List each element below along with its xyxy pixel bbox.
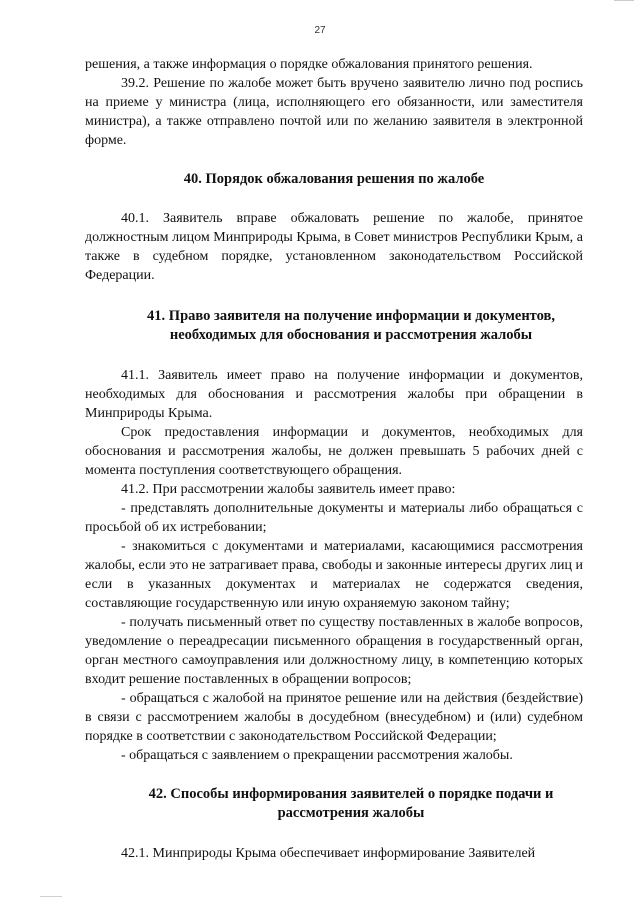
- paragraph-39-2: 39.2. Решение по жалобе может быть вручено заявителю лично под роспись на приеме у министра (лица, исполняющего его обязанности, или заместителя министра), а также отправлено почтой или по желанию заявителя в электронной форме.: [85, 76, 583, 148]
- page-number: 27: [314, 25, 326, 36]
- corner-mark: [614, 0, 634, 1]
- bottom-mark: [40, 896, 62, 897]
- paragraph-41-2: 41.2. При рассмотрении жалобы заявитель имеет право:: [121, 482, 456, 497]
- list-item-appeal: - обращаться с жалобой на принятое решение или на действия (бездействие) в связи с рассмотрением жалобы в досудебном (внесудебном) и (или) судебном порядке в соответствии с законодательством Российской Федерации;: [85, 691, 583, 744]
- paragraph-40-1: 40.1. Заявитель вправе обжаловать решение по жалобе, принятое должностным лицом Минприроды Крыма, в Совет министров Республики Крым, а также в судебном порядке, установленном законодательством Российской Федерации.: [85, 211, 583, 283]
- paragraph-continuation: решения, а также информация о порядке обжалования принятого решения.: [85, 57, 533, 72]
- document-body: [85, 55, 583, 863]
- paragraph-41-1: 41.1. Заявитель имеет право на получение информации и документов, необходимых для обоснования и рассмотрения жалобы при обращении в Минприроды Крыма.: [85, 368, 583, 421]
- list-item-written-answer: - получать письменный ответ по существу поставленных в жалобе вопросов, уведомление о переадресации письменного обращения в государственный орган, орган местного самоуправления или должностному лицу, в компетенцию которых входит решение поставленных в обращении вопросов;: [85, 615, 583, 687]
- section-heading-40: 40. Порядок обжалования решения по жалобе: [183, 171, 485, 187]
- list-item-review-materials: - знакомиться с документами и материалами, касающимися рассмотрения жалобы, если это не затрагивает права, свободы и законные интересы других лиц и если в указанных документах и материалах не содержатся сведения, составляющие государственную или иную охраняемую законом тайну;: [85, 539, 583, 611]
- list-item-withdraw: - обращаться с заявлением о прекращении рассмотрения жалобы.: [121, 748, 513, 763]
- section-heading-41: 41. Право заявителя на получение информации и документов, необходимых для обоснования и рассмотрения жалобы: [147, 308, 555, 343]
- section-heading-42: 42. Способы информирования заявителей о порядке подачи и рассмотрения жалобы: [148, 786, 554, 821]
- paragraph-42-1: 42.1. Минприроды Крыма обеспечивает информирование Заявителей: [121, 846, 536, 861]
- list-item-submit-documents: - представлять дополнительные документы и материалы либо обращаться с просьбой об их истребовании;: [85, 501, 583, 535]
- paragraph-deadline: Срок предоставления информации и документов, необходимых для обоснования и рассмотрения жалобы, не должен превышать 5 рабочих дней с момента поступления соответствующего обращения.: [85, 425, 583, 478]
